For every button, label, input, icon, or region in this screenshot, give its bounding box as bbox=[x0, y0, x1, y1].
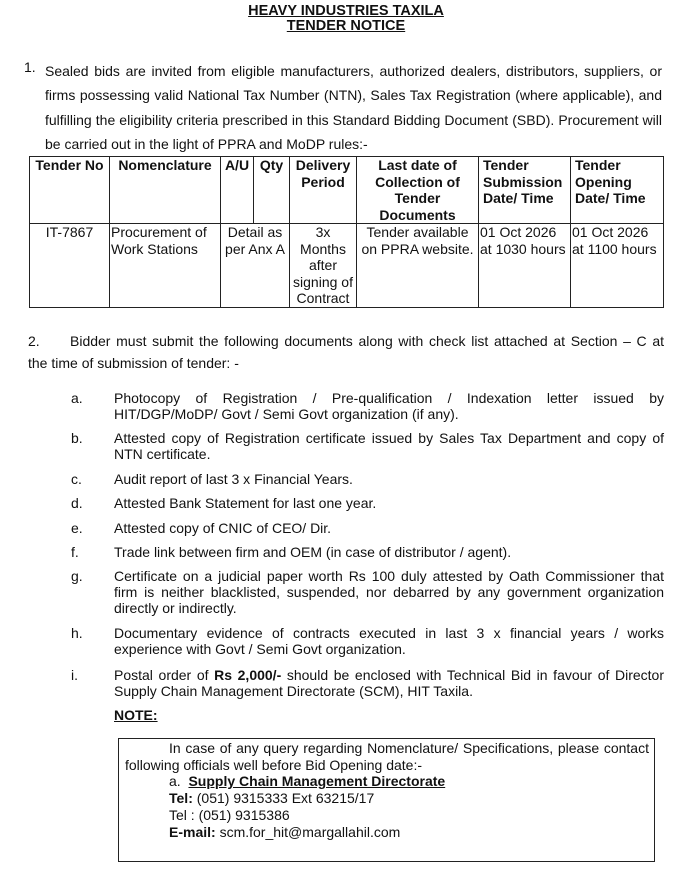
cell-opening: 01 Oct 2026 at 1100 hours bbox=[571, 224, 664, 308]
list-item-text: Attested copy of Registration certificate issued by Sales Tax Department and copy of NTN certificate. bbox=[114, 430, 664, 462]
col-tender-no: Tender No bbox=[30, 157, 110, 224]
col-au: A/U bbox=[221, 157, 254, 224]
col-submission: Tender Submission Date/ Time bbox=[479, 157, 571, 224]
col-qty: Qty bbox=[254, 157, 290, 224]
directorate-name: Supply Chain Management Directorate bbox=[188, 773, 446, 789]
list-item-letter: a. bbox=[71, 390, 83, 406]
paragraph-2-line-2: the time of submission of tender: - bbox=[28, 355, 239, 371]
cell-au-qty: Detail as per Anx A bbox=[221, 224, 290, 308]
contact-sub-letter: a. bbox=[169, 773, 181, 789]
list-item-letter: c. bbox=[71, 471, 82, 487]
email-label: E-mail: bbox=[169, 824, 216, 840]
cell-last-date: Tender available on PPRA website. bbox=[357, 224, 479, 308]
cell-submission: 01 Oct 2026 at 1030 hours bbox=[479, 224, 571, 308]
contact-intro bbox=[125, 740, 649, 773]
cell-nomenclature: Procurement of Work Stations bbox=[110, 224, 221, 308]
paragraph-2-line-1: Bidder must submit the following documents along with check list attached at Section – C at bbox=[70, 333, 664, 349]
list-item-letter: h. bbox=[71, 625, 83, 641]
notice-title: TENDER NOTICE bbox=[286, 18, 406, 34]
col-delivery-period: Delivery Period bbox=[290, 157, 357, 224]
list-item-text: Audit report of last 3 x Financial Years. bbox=[114, 471, 353, 487]
list-item-letter: d. bbox=[71, 495, 83, 511]
cell-delivery: 3x Months after signing of Contract bbox=[290, 224, 357, 308]
tel-label: Tel: bbox=[169, 790, 193, 806]
contact-tel-2 bbox=[169, 807, 290, 824]
paragraph-1-number: 1. bbox=[24, 59, 36, 75]
contact-intro-text: In case of any query regarding Nomenclature/ Specifications, please contact following officials well before Bid Opening date:- bbox=[125, 740, 649, 773]
col-nomenclature: Nomenclature bbox=[110, 157, 221, 224]
tender-table bbox=[29, 156, 664, 308]
list-item-text: Trade link between firm and OEM (in case of distributor / agent). bbox=[114, 544, 512, 560]
list-item-text: Documentary evidence of contracts executed in last 3 x financial years / works experience with Govt / Semi Govt organization. bbox=[114, 625, 664, 657]
list-item-letter: g. bbox=[71, 568, 83, 584]
list-item-letter: b. bbox=[71, 430, 83, 446]
tel2-value: (051) 9315386 bbox=[194, 807, 290, 823]
table-row bbox=[30, 224, 664, 308]
cell-tender-no: IT-7867 bbox=[30, 224, 110, 308]
organization-heading: HEAVY INDUSTRIES TAXILA bbox=[248, 3, 444, 19]
list-item-letter: i. bbox=[71, 667, 78, 683]
paragraph-1-text: Sealed bids are invited from eligible manufacturers, authorized dealers, distributors, suppliers, or firms possessing valid National Tax Number (NTN), Sales Tax Registration (where applicable), and fulfilling the eligibility criteria prescribed in this Standard Bidding Document (SBD). Procurement will be carried out in the light of PPRA and MoDP rules:- bbox=[45, 63, 662, 153]
postal-order-text-continued: should be enclosed with Technical Bid in favour of Director Supply Chain Management Directorate (SCM), HIT Taxila. bbox=[114, 667, 665, 699]
list-item-text: Attested Bank Statement for last one year. bbox=[114, 495, 377, 511]
tel-value: (051) 9315333 Ext 63215/17 bbox=[192, 790, 375, 806]
list-item-text bbox=[114, 667, 664, 699]
tel2-label: Tel : bbox=[169, 807, 195, 823]
contact-directorate bbox=[169, 773, 445, 790]
table-header-row bbox=[30, 157, 664, 224]
list-item-letter: e. bbox=[71, 520, 83, 536]
contact-box bbox=[118, 738, 655, 862]
contact-tel-1 bbox=[169, 790, 374, 807]
postal-order-text: Postal order of bbox=[114, 667, 215, 683]
postal-order-amount: Rs 2,000/- bbox=[214, 667, 282, 683]
note-label: NOTE: bbox=[114, 707, 158, 723]
col-last-date: Last date of Collection of Tender Documents bbox=[357, 157, 479, 224]
list-item-text: Photocopy of Registration / Pre-qualification / Indexation letter issued by HIT/DGP/MoDP/ Govt / Semi Govt organization (if any). bbox=[114, 390, 664, 422]
list-item-text: Certificate on a judicial paper worth Rs 100 duly attested by Oath Commissioner that firm is neither blacklisted, suspended, nor debarred by any government organization directly or indirectly. bbox=[114, 568, 664, 616]
paragraph-2 bbox=[28, 330, 664, 374]
email-value: scm.for_hit@margallahil.com bbox=[215, 824, 401, 840]
contact-email bbox=[169, 824, 400, 841]
list-item-letter: f. bbox=[71, 544, 79, 560]
list-item-text: Attested copy of CNIC of CEO/ Dir. bbox=[114, 520, 332, 536]
paragraph-2-number: 2. bbox=[28, 333, 40, 349]
col-opening: Tender Opening Date/ Time bbox=[571, 157, 664, 224]
